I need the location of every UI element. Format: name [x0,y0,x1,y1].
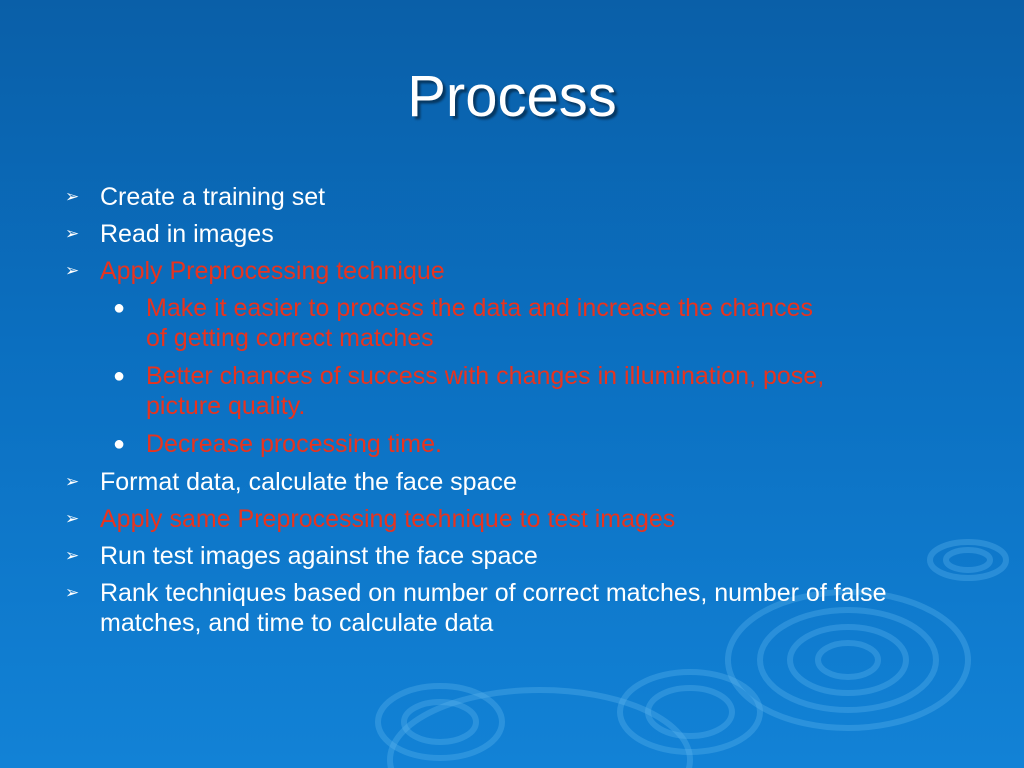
bullet-text: Run test images against the face space [100,542,538,570]
bullet-text: Create a training set [100,183,326,211]
sub-bullet-text: Better chances of success with changes in illumination, pose, picture quality. [146,362,825,420]
sub-bullet-item [62,429,836,459]
slide-title: Process [407,64,617,129]
bullet-item [62,467,962,497]
dot-icon: ● [113,365,126,387]
sub-bullet-text: Decrease processing time. [146,430,442,458]
bullet-text: Format data, calculate the face space [100,468,517,496]
bullet-item [62,182,962,212]
bullet-text: Apply same Preprocessing technique to test images [100,505,676,533]
bullet-item [62,256,962,286]
bullet-list [62,182,962,645]
arrowhead-icon: ➢ [65,261,80,280]
bullet-item [62,578,930,638]
dot-icon: ● [113,297,126,319]
bullet-text: Read in images [100,220,274,248]
arrowhead-icon: ➢ [65,509,80,528]
bullet-text: Rank techniques based on number of correct matches, number of false matches, and time to calculate data [100,579,887,637]
arrowhead-icon: ➢ [65,546,80,565]
sub-bullet-text: Make it easier to process the data and increase the chances of getting correct matches [146,294,814,352]
sub-bullet-item [62,361,836,421]
bullet-item [62,541,962,571]
sub-bullet-item [62,293,836,353]
bullet-text: Apply Preprocessing technique [100,257,445,285]
arrowhead-icon: ➢ [65,472,80,491]
arrowhead-icon: ➢ [65,583,80,602]
bullet-item [62,219,962,249]
arrowhead-icon: ➢ [65,187,80,206]
arrowhead-icon: ➢ [65,224,80,243]
dot-icon: ● [113,433,126,455]
bullet-item [62,504,962,534]
